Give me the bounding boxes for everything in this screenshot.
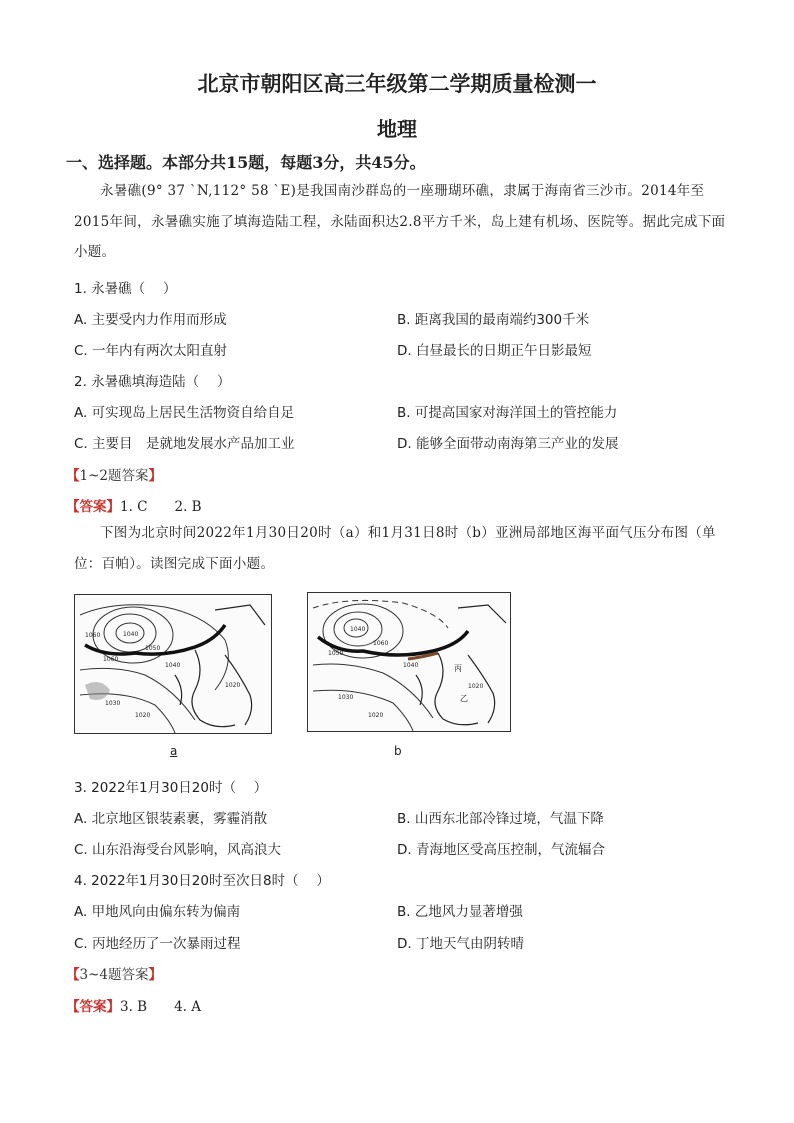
map-b-label-bing: 丙	[454, 664, 462, 673]
pressure-map-b-drawing	[308, 593, 510, 731]
map-a-label: 1060	[103, 656, 119, 663]
question-2-stem: 2. 永暑礁填海造陆（ ）	[74, 374, 231, 390]
section-heading: 一、选择题。本部分共15题，每题3分，共45分。	[66, 153, 426, 172]
map-b-label: 1040	[403, 662, 419, 669]
question-1-option-c: C. 一年内有两次太阳直射	[74, 343, 228, 359]
question-4-stem: 4. 2022年1月30日20时至次日8时（ ）	[74, 873, 330, 889]
pressure-map-a	[74, 594, 272, 734]
map-b-label: 1050	[328, 650, 344, 657]
question-1-option-b: B. 距离我国的最南端约300千米	[397, 312, 590, 328]
map-b-caption: b	[394, 744, 402, 758]
map-a-label: 1030	[105, 700, 121, 707]
question-2-option-a: A. 可实现岛上居民生活物资自给自足	[74, 405, 295, 421]
map-b-label: 1020	[468, 683, 484, 690]
map-a-label: 1040	[123, 631, 139, 638]
question-3-stem: 3. 2022年1月30日20时（ ）	[74, 780, 268, 796]
question-4-option-c: C. 丙地经历了一次暴雨过程	[74, 936, 241, 952]
answer-heading-3-4: 【3~4题答案】	[66, 967, 162, 983]
question-2-option-d: D. 能够全面带动南海第三产业的发展	[397, 436, 619, 452]
map-a-label: 1020	[225, 682, 241, 689]
map-b-label: 1030	[338, 694, 354, 701]
map-b-label: 1040	[350, 626, 366, 633]
document-title: 北京市朝阳区高三年级第二学期质量检测一	[197, 71, 597, 96]
passage-2: 下图为北京时间2022年1月30日20时（a）和1月31日8时（b）亚洲局部地区海平面气压分布图（单位：百帕）。读图完成下面小题。	[74, 525, 716, 572]
question-3-option-d: D. 青海地区受高压控制，气流辐合	[397, 842, 605, 858]
map-b-label: 1020	[368, 712, 384, 719]
map-a-label: 1050	[145, 645, 161, 652]
pressure-map-a-drawing	[75, 595, 271, 733]
question-2-option-b: B. 可提高国家对海洋国土的管控能力	[397, 405, 618, 421]
question-4-option-d: D. 丁地天气由阴转晴	[397, 936, 524, 952]
map-a-label: 1040	[165, 662, 181, 669]
answer-heading-1-2: 【1~2题答案】	[66, 468, 162, 484]
question-3-option-b: B. 山西东北部冷锋过境，气温下降	[397, 811, 604, 827]
map-a-label: 1060	[85, 632, 101, 639]
map-b-label-yi: 乙	[460, 694, 468, 703]
question-4-option-a: A. 甲地风向由偏东转为偏南	[74, 904, 241, 920]
passage-1: 永暑礁(9° 37 `N,112° 58 `E)是我国南沙群岛的一座珊瑚环礁，隶属于海南省三沙市。2014年至2015年间，永暑礁实施了填海造陆工程，永陆面积达2.8平方千米，岛上建有机场、医院等。据此完成下面小题。	[74, 183, 726, 260]
answer-1-2: 【答案】1. C 2. B	[66, 499, 202, 515]
map-a-caption: a	[170, 744, 178, 758]
question-1-stem: 1. 永暑礁（ ）	[74, 281, 177, 297]
question-4-option-b: B. 乙地风力显著增强	[397, 904, 523, 920]
map-b-label: 1060	[373, 640, 389, 647]
answer-3-4: 【答案】3. B 4. A	[66, 999, 202, 1015]
question-1-option-a: A. 主要受内力作用而形成	[74, 312, 227, 328]
question-3-option-c: C. 山东沿海受台风影响，风高浪大	[74, 842, 282, 858]
pressure-map-b	[307, 592, 511, 732]
question-3-option-a: A. 北京地区银装素裹，雾霾消散	[74, 811, 268, 827]
question-2-option-c: C. 主要目 是就地发展水产品加工业	[74, 436, 295, 452]
map-a-label: 1020	[135, 712, 151, 719]
document-subtitle: 地理	[377, 117, 417, 141]
question-1-option-d: D. 白昼最长的日期正午日影最短	[397, 343, 592, 359]
